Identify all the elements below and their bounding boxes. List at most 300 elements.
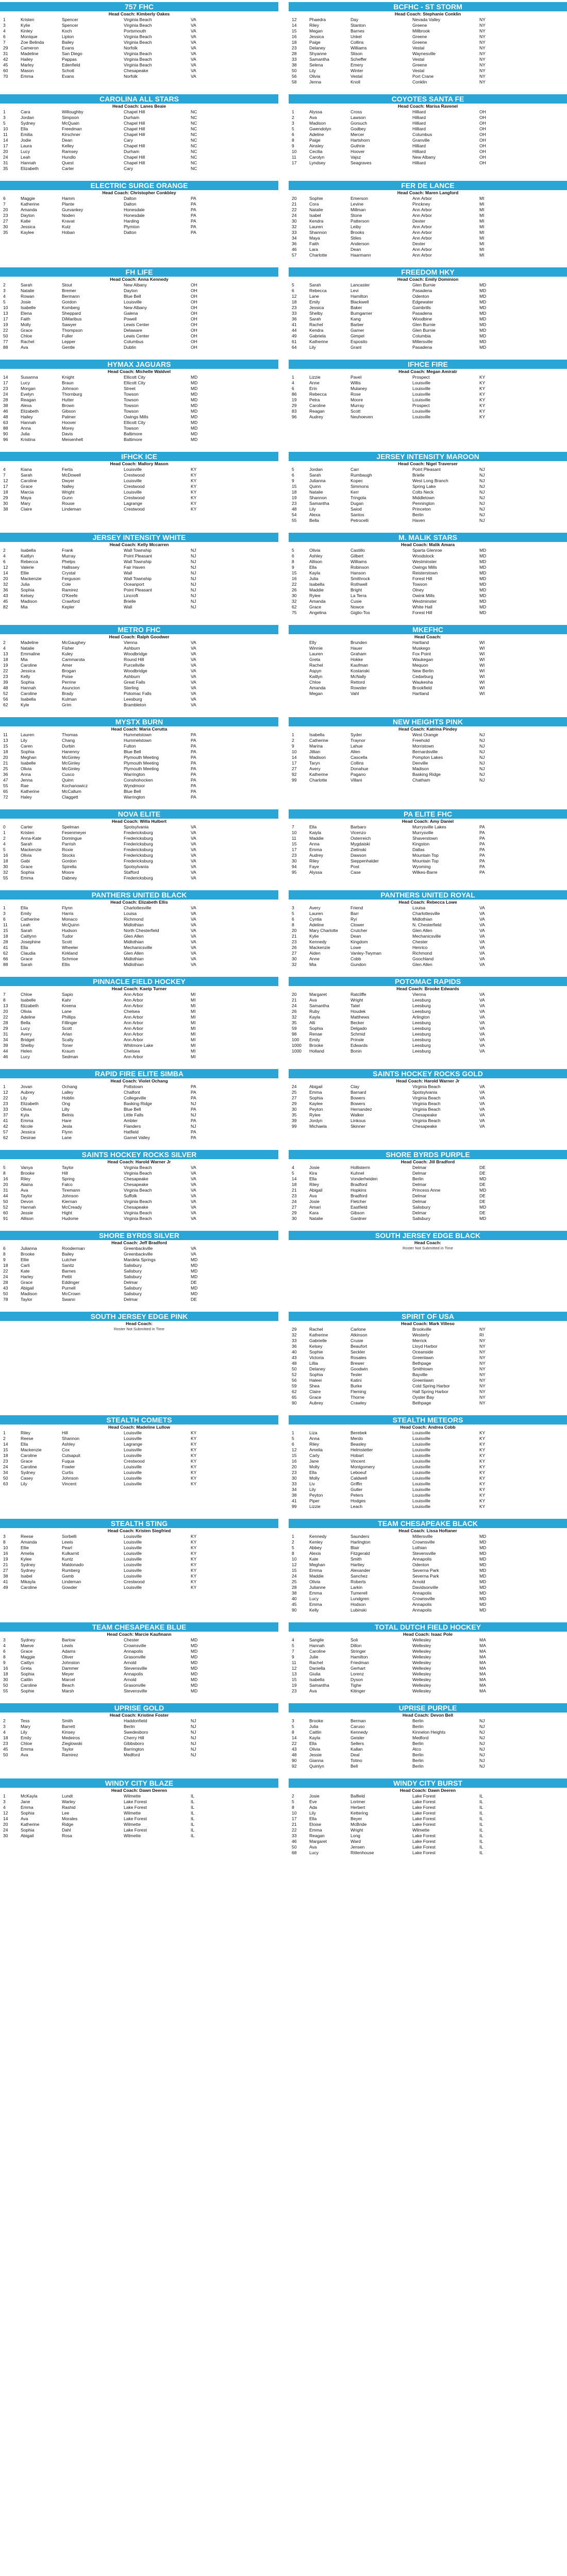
player-last-name: Taylor xyxy=(62,1165,74,1170)
player-row xyxy=(289,830,567,836)
player-number: 3 xyxy=(3,1724,6,1729)
team-name: SHORE BYRDS SILVER xyxy=(0,1231,278,1240)
player-first-name: Elly xyxy=(309,640,316,645)
player-number: 15 xyxy=(292,570,297,575)
player-first-name: Elizabeth xyxy=(21,1101,39,1106)
player-number: 8 xyxy=(3,1539,6,1545)
player-city: Louisville xyxy=(124,1464,142,1469)
player-number: 45 xyxy=(3,1747,8,1752)
player-state: KY xyxy=(479,1498,486,1503)
player-city: Chelsea xyxy=(124,1048,140,1054)
player-state: NJ xyxy=(479,777,485,783)
player-last-name: Hight xyxy=(62,1210,72,1215)
player-number: 10 xyxy=(292,830,297,835)
player-number: 24 xyxy=(3,1274,8,1279)
roster-table xyxy=(289,375,567,420)
player-row xyxy=(0,1551,278,1556)
player-first-name: Caitlin xyxy=(309,1730,322,1735)
player-last-name: Allen xyxy=(351,749,360,754)
player-row xyxy=(289,853,567,858)
player-first-name: Ellie xyxy=(21,1545,29,1550)
player-row xyxy=(289,74,567,79)
player-number: 61 xyxy=(292,339,297,344)
player-number: 28 xyxy=(3,397,8,402)
team-name: FREEDOM HKY xyxy=(289,267,567,277)
player-state: KY xyxy=(479,1442,486,1447)
player-city: Fredericksburg xyxy=(124,836,153,841)
player-number: 6 xyxy=(3,559,6,564)
player-last-name: Millman xyxy=(351,207,366,212)
player-number: 27 xyxy=(292,1205,297,1210)
player-city: Towson xyxy=(124,426,139,431)
player-city: Haven xyxy=(412,518,425,523)
player-row xyxy=(289,1361,567,1366)
player-number: 19 xyxy=(292,397,297,402)
player-number: 24 xyxy=(292,1199,297,1204)
player-state: IL xyxy=(479,1810,483,1816)
player-number: 19 xyxy=(292,1683,297,1688)
player-number: 32 xyxy=(292,962,297,967)
player-state: MI xyxy=(191,1014,196,1020)
player-first-name: Shannon xyxy=(309,495,327,500)
player-number: 21 xyxy=(292,201,297,207)
player-number: 40 xyxy=(292,1349,297,1354)
player-first-name: Kyle xyxy=(21,702,29,707)
player-last-name: Purnell xyxy=(62,1285,76,1291)
player-city: Virginia Beach xyxy=(412,1101,441,1106)
player-city: Ann Arbor xyxy=(124,997,143,1003)
player-city: Fredericksburg xyxy=(124,847,153,852)
player-number: 30 xyxy=(292,858,297,863)
player-last-name: Peters xyxy=(351,1493,363,1498)
player-state: OH xyxy=(191,299,197,304)
player-first-name: Julia xyxy=(309,576,319,581)
player-row xyxy=(0,1014,278,1020)
player-number: 15 xyxy=(292,841,297,846)
player-city: Pennington xyxy=(412,501,435,506)
player-last-name: Gordon xyxy=(62,858,77,863)
player-row xyxy=(289,339,567,345)
player-state: NY xyxy=(479,57,486,62)
player-state: MD xyxy=(479,559,487,564)
player-state: KY xyxy=(191,1470,197,1475)
player-state: VA xyxy=(479,922,485,927)
player-state: NJ xyxy=(479,1724,485,1729)
player-last-name: Spirella xyxy=(62,864,77,869)
player-row xyxy=(0,1291,278,1297)
player-first-name: Maggie xyxy=(21,1654,35,1659)
player-last-name: Barr xyxy=(351,911,359,916)
player-row xyxy=(289,1741,567,1747)
player-last-name: Lawson xyxy=(351,115,366,120)
player-state: VA xyxy=(191,651,196,656)
player-state: VA xyxy=(191,841,196,846)
player-row xyxy=(0,34,278,40)
player-row xyxy=(0,783,278,789)
player-state: KY xyxy=(191,1556,197,1562)
player-row xyxy=(289,1810,567,1816)
player-state: NJ xyxy=(479,484,485,489)
player-number: 20 xyxy=(3,1822,8,1827)
player-last-name: Saunders xyxy=(351,1534,370,1539)
player-number: 41 xyxy=(3,945,8,950)
player-first-name: Emily xyxy=(21,911,31,916)
player-last-name: Atkinson xyxy=(351,1332,368,1337)
player-number: 59 xyxy=(292,1383,297,1388)
head-coach: Head Coach: Harold Warner Jr xyxy=(107,1159,171,1164)
player-first-name: Anna xyxy=(21,426,31,431)
player-number: 90 xyxy=(292,1758,297,1763)
player-first-name: Bella xyxy=(21,1020,30,1025)
player-first-name: Gianna xyxy=(309,1758,324,1763)
player-last-name: Collins xyxy=(351,40,364,45)
player-number: 2 xyxy=(292,1539,294,1545)
player-city: Chapel Hill xyxy=(124,143,145,148)
player-last-name: Hauer xyxy=(351,646,363,651)
player-state: VA xyxy=(191,697,196,702)
player-last-name: Tighe xyxy=(351,1683,361,1688)
player-number: 3 xyxy=(292,905,294,910)
player-first-name: Emma xyxy=(309,1568,322,1573)
player-state: VA xyxy=(191,668,196,673)
player-first-name: Ella xyxy=(309,824,317,829)
player-state: MD xyxy=(479,1573,487,1579)
player-state: NY xyxy=(479,1389,486,1394)
player-state: VA xyxy=(191,57,196,62)
player-number: 25 xyxy=(292,1090,297,1095)
player-last-name: Perrine xyxy=(62,680,76,685)
player-first-name: Sydney xyxy=(21,1562,36,1567)
player-first-name: Brooke xyxy=(21,1251,35,1257)
player-city: Colts Neck xyxy=(412,489,434,495)
team-block xyxy=(289,181,567,258)
player-state: VA xyxy=(191,830,196,835)
player-first-name: Riley xyxy=(21,1430,30,1435)
player-row xyxy=(0,1534,278,1539)
player-row xyxy=(0,836,278,841)
player-last-name: Harlington xyxy=(351,1539,371,1545)
player-city: New Berlin xyxy=(412,668,434,673)
player-first-name: Chloe xyxy=(21,992,32,997)
player-state: NJ xyxy=(191,582,196,587)
player-city: Wyoming xyxy=(412,864,431,869)
player-first-name: Olivia xyxy=(309,74,321,79)
player-last-name: Traynor xyxy=(351,738,365,743)
player-row xyxy=(0,305,278,311)
player-last-name: Rosales xyxy=(351,1355,366,1360)
player-first-name: Sarah xyxy=(21,841,32,846)
player-state: MD xyxy=(479,582,487,587)
player-last-name: McNally xyxy=(351,674,366,679)
team-name: UPRISE PURPLE xyxy=(289,1703,567,1713)
player-row xyxy=(289,506,567,512)
player-number: 27 xyxy=(292,766,297,771)
roster-table xyxy=(0,992,278,1060)
player-row xyxy=(289,109,567,115)
player-last-name: Koch xyxy=(62,28,72,33)
player-first-name: Kaiyla xyxy=(309,830,322,835)
player-number: 18 xyxy=(3,858,8,863)
player-city: Louisville xyxy=(124,1585,142,1590)
player-row xyxy=(289,333,567,339)
player-first-name: Josie xyxy=(309,1165,320,1170)
player-last-name: Gutler xyxy=(351,1487,363,1492)
player-number: 3 xyxy=(292,1718,294,1723)
player-city: Bernardsville xyxy=(412,749,438,754)
player-first-name: Anne xyxy=(309,956,320,961)
player-last-name: Herbert xyxy=(351,1805,365,1810)
player-row xyxy=(0,1688,278,1694)
player-last-name: Noden xyxy=(62,213,75,218)
team-block xyxy=(0,809,278,881)
player-number: 12 xyxy=(292,1562,297,1567)
player-row xyxy=(289,922,567,928)
player-number: 48 xyxy=(292,1752,297,1757)
player-city: Delmar xyxy=(124,1280,138,1285)
player-first-name: Selena xyxy=(309,62,323,67)
player-first-name: Hannah xyxy=(309,1643,325,1648)
player-last-name: Leboeuf xyxy=(351,1470,366,1475)
player-city: Midlothian xyxy=(124,939,144,944)
player-row xyxy=(289,1459,567,1464)
player-state: OH xyxy=(191,305,197,310)
player-number: 8 xyxy=(3,1251,6,1257)
player-first-name: Kayla xyxy=(309,570,321,575)
player-last-name: Brogan xyxy=(62,668,76,673)
player-first-name: Sophia xyxy=(21,587,35,592)
player-row xyxy=(0,548,278,553)
team-name: TEAM CHESAPEAKE BLUE xyxy=(0,1622,278,1632)
player-state: VA xyxy=(479,1037,485,1042)
player-city: Wellesley xyxy=(412,1683,431,1688)
player-state: MD xyxy=(479,1590,487,1596)
player-last-name: Lindeman xyxy=(62,506,81,512)
player-number: 6 xyxy=(292,386,294,391)
player-first-name: Kylee xyxy=(21,1556,32,1562)
team-block xyxy=(289,94,567,166)
team-name: WINDY CITY BURST xyxy=(289,1778,567,1788)
player-number: 17 xyxy=(292,760,297,766)
player-number: 44 xyxy=(3,1048,8,1054)
player-row xyxy=(289,518,567,523)
player-number: 26 xyxy=(292,587,297,592)
player-last-name: O'Keefe xyxy=(62,593,78,598)
player-last-name: Meyer xyxy=(62,1671,74,1676)
player-last-name: Walker xyxy=(351,1112,364,1117)
player-number: 6 xyxy=(292,553,294,558)
player-first-name: Rylee xyxy=(309,593,321,598)
team-name: SAINTS HOCKEY ROCKS GOLD xyxy=(289,1069,567,1078)
player-number: 14 xyxy=(3,570,8,575)
player-last-name: Long xyxy=(351,1833,360,1838)
head-coach: Head Coach: Nigel Traverser xyxy=(398,461,458,466)
player-number: 6 xyxy=(292,917,294,922)
player-number: 7 xyxy=(292,824,294,829)
player-first-name: Katherine xyxy=(309,1332,328,1337)
player-state: MD xyxy=(479,1568,487,1573)
player-state: MD xyxy=(191,397,198,402)
roster-table xyxy=(0,1246,278,1302)
player-number: 13 xyxy=(3,738,8,743)
player-first-name: Ella xyxy=(309,565,317,570)
player-city: Madison xyxy=(412,766,429,771)
player-last-name: La Terra xyxy=(351,593,367,598)
player-number: 55 xyxy=(3,783,8,788)
player-city: Leesburg xyxy=(412,1020,431,1025)
roster-table xyxy=(0,1637,278,1694)
player-city: Reisterstown xyxy=(412,570,438,575)
player-number: 82 xyxy=(3,604,8,609)
player-last-name: Carter xyxy=(62,166,74,171)
player-first-name: Carli xyxy=(21,1263,30,1268)
player-number: 22 xyxy=(3,1268,8,1274)
player-first-name: Shelby xyxy=(309,311,323,316)
head-coach: Head Coach: Andrea Cobb xyxy=(400,1425,456,1430)
player-first-name: Caroline xyxy=(309,1649,326,1654)
player-state: VA xyxy=(479,1107,485,1112)
player-city: Chapel Hill xyxy=(124,126,145,131)
player-state: VA xyxy=(479,939,485,944)
player-number xyxy=(289,668,309,674)
player-last-name: Lutcher xyxy=(62,1257,77,1262)
player-row xyxy=(0,1805,278,1810)
player-state: KY xyxy=(191,1442,197,1447)
player-city: Point Pleasant xyxy=(124,587,152,592)
player-first-name: Olivia xyxy=(21,1009,32,1014)
player-city: Norfolk xyxy=(124,74,138,79)
player-first-name: Kinley xyxy=(21,28,33,33)
player-city: Princess Anne xyxy=(412,1188,441,1193)
player-first-name: Hailey xyxy=(21,414,33,419)
player-row xyxy=(289,1579,567,1585)
player-row xyxy=(289,1193,567,1199)
team-block xyxy=(0,1150,278,1222)
player-row xyxy=(289,1383,567,1389)
player-last-name: Beasley xyxy=(351,1442,366,1447)
player-first-name: Emma xyxy=(309,1827,322,1833)
player-city: Pasadena xyxy=(412,311,432,316)
head-coach: Head Coach: Dawn Deeren xyxy=(111,1788,168,1793)
player-city: Great Falls xyxy=(124,680,145,685)
player-last-name: Brown xyxy=(62,403,75,408)
player-number: 28 xyxy=(3,1280,8,1285)
player-number: 25 xyxy=(292,1579,297,1584)
player-number: 23 xyxy=(3,1101,8,1106)
player-state: KY xyxy=(479,1430,486,1435)
player-number: 23 xyxy=(292,501,297,506)
player-last-name: Brewer xyxy=(351,1361,364,1366)
player-row xyxy=(0,1799,278,1805)
roster-table xyxy=(0,282,278,350)
player-row xyxy=(0,922,278,928)
player-last-name: Balfield xyxy=(351,1793,365,1799)
player-first-name: Jessica xyxy=(309,305,324,310)
player-last-name: Claggett xyxy=(62,794,78,800)
player-first-name: Maddie xyxy=(309,587,324,592)
player-last-name: Gurvankey xyxy=(62,207,84,212)
player-state: NJ xyxy=(479,1718,485,1723)
player-number xyxy=(289,657,309,663)
player-last-name: Stringer xyxy=(351,1649,366,1654)
player-city: Richmond xyxy=(124,917,144,922)
player-number: 4 xyxy=(3,28,6,33)
player-number: 78 xyxy=(3,1297,8,1302)
player-city: Bethpage xyxy=(412,1361,431,1366)
head-coach: Head Coach: Lissa Hoftaner xyxy=(398,1528,457,1533)
team-name: UPRISE GOLD xyxy=(0,1703,278,1713)
player-last-name: Neuhoeven xyxy=(351,414,373,419)
player-last-name: Hernandez xyxy=(351,1107,372,1112)
player-state: PA xyxy=(191,772,196,777)
team-block xyxy=(0,977,278,1060)
player-city: Wall Township xyxy=(124,548,152,553)
player-number: 12 xyxy=(292,294,297,299)
player-row xyxy=(0,68,278,74)
roster-table xyxy=(0,375,278,443)
player-first-name: Ava xyxy=(309,1193,317,1198)
player-state: NJ xyxy=(479,755,485,760)
player-state: MD xyxy=(479,570,487,575)
player-first-name: Riley xyxy=(309,23,319,28)
player-last-name: McBride xyxy=(351,1822,367,1827)
player-state: DE xyxy=(479,1210,486,1215)
player-last-name: Wright xyxy=(351,997,363,1003)
player-last-name: Kulman xyxy=(62,697,77,702)
player-number: 10 xyxy=(292,1556,297,1562)
head-coach: Head Coach: Ralph Goodwer xyxy=(109,634,170,639)
player-state: VA xyxy=(191,858,196,863)
player-row xyxy=(0,553,278,559)
player-first-name: Leah xyxy=(21,922,30,927)
team-block xyxy=(0,1415,278,1487)
head-coach: Head Coach: Kristen Siegfried xyxy=(107,1528,171,1533)
player-state: KY xyxy=(191,478,197,483)
player-row xyxy=(289,1764,567,1769)
player-last-name: Palmer xyxy=(62,414,76,419)
player-last-name: Kuhnel xyxy=(351,1171,364,1176)
player-last-name: Gorsuch xyxy=(351,121,368,126)
player-city: Conklin xyxy=(412,79,427,84)
player-first-name: Hannah xyxy=(21,160,36,165)
player-city: Towson xyxy=(124,409,139,414)
player-state: PA xyxy=(191,230,196,235)
player-state: PA xyxy=(191,794,196,800)
player-row xyxy=(289,610,567,616)
player-state: VA xyxy=(191,956,196,961)
player-last-name: Moore xyxy=(351,397,363,402)
player-state: MD xyxy=(479,322,487,327)
player-state: NC xyxy=(191,166,197,171)
player-city: Pasadena xyxy=(412,288,432,293)
player-last-name: Stocks xyxy=(62,853,75,858)
player-city: Kinnelon Heights xyxy=(412,1730,446,1735)
player-city: Edgewater xyxy=(412,299,433,304)
player-state: DE xyxy=(479,1193,486,1198)
player-city: Lincroft xyxy=(124,593,138,598)
player-city: Leesburg xyxy=(412,1048,431,1054)
player-first-name: Caroline xyxy=(21,478,37,483)
player-number: 92 xyxy=(292,1764,297,1769)
player-number: 33 xyxy=(292,230,297,235)
player-row xyxy=(289,847,567,853)
player-last-name: Rumberg xyxy=(62,1568,80,1573)
player-last-name: Wheeler xyxy=(62,945,78,950)
player-first-name: Amelia xyxy=(309,1447,323,1452)
player-state: VA xyxy=(191,1188,196,1193)
player-number: 34 xyxy=(292,235,297,241)
player-first-name: Lauren xyxy=(21,732,35,737)
player-number: 32 xyxy=(292,599,297,604)
